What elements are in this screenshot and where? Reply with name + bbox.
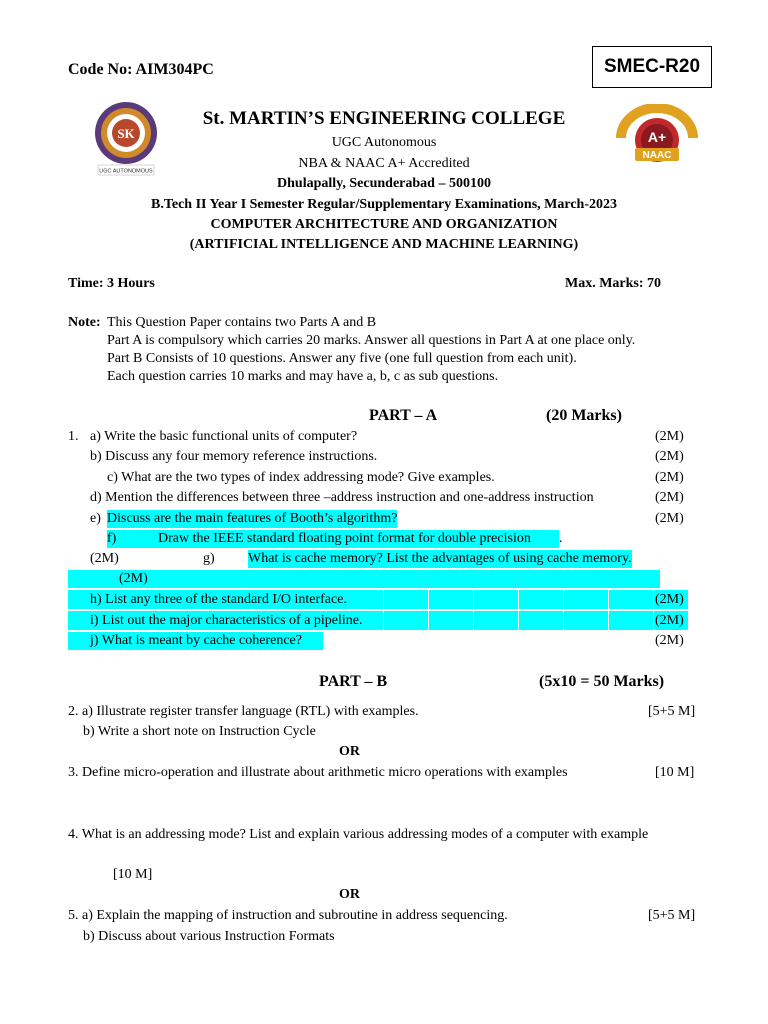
note-line-1: This Question Paper contains two Parts A and B (107, 315, 377, 330)
question-1i: i) List out the major characteristics of a pipeline. (90, 613, 363, 628)
question-3: 3. Define micro-operation and illustrate about arithmetic micro operations with examples (68, 765, 568, 780)
part-a-title: PART – A (369, 407, 438, 424)
accreditation: NBA & NAAC A+ Accredited (298, 156, 470, 171)
note-line-2: Part A is compulsory which carries 20 marks. Answer all questions in Part A at one place only. (107, 333, 636, 348)
marks-2a: [5+5 M] (648, 704, 696, 719)
max-marks: Max. Marks: 70 (565, 276, 662, 291)
marks-1h: (2M) (655, 592, 684, 607)
marks-1e: (2M) (655, 511, 684, 526)
question-1b: b) Discuss any four memory reference instructions. (90, 449, 378, 464)
or-separator-1: OR (339, 744, 360, 759)
marks-1g: (2M) (119, 571, 148, 586)
marks-1i: (2M) (655, 613, 684, 628)
question-number-1: 1. (68, 429, 79, 444)
marks-1a: (2M) (655, 429, 684, 444)
question-2b: b) Write a short note on Instruction Cycle (83, 724, 316, 739)
part-a-marks: (20 Marks) (546, 407, 622, 424)
left-logo-caption: UGC AUTONOMOUS (99, 168, 153, 175)
question-1a: a) Write the basic functional units of computer? (90, 429, 358, 444)
exam-time: Time: 3 Hours (68, 276, 155, 291)
marks-1f: (2M) (90, 551, 119, 566)
branch-title: (ARTIFICIAL INTELLIGENCE AND MACHINE LEARNING) (189, 237, 579, 252)
note-line-3: Part B Consists of 10 questions. Answer any five (one full question from each unit). (107, 351, 577, 366)
college-address: Dhulapally, Secunderabad – 500100 (277, 176, 491, 191)
question-1e: Discuss are the main features of Booth’s algorithm? (107, 511, 398, 526)
question-5b: b) Discuss about various Instruction Formats (83, 929, 335, 944)
note-line-4: Each question carries 10 marks and may have a, b, c as sub questions. (107, 369, 499, 384)
question-1f-label: f) (107, 531, 117, 546)
naac-grade: A+ (647, 129, 667, 145)
marks-1j: (2M) (655, 633, 684, 648)
marks-5a: [5+5 M] (648, 908, 696, 923)
question-1j: j) What is meant by cache coherence? (90, 633, 302, 648)
question-1g-marks-highlight (68, 570, 660, 588)
question-1f: Draw the IEEE standard floating point format for double precision (158, 531, 531, 546)
svg-text:SK: SK (117, 126, 135, 141)
marks-3: [10 M] (655, 765, 695, 780)
question-1e-label: e) (90, 511, 101, 526)
note-label: Note: (68, 315, 101, 330)
question-5a: 5. a) Explain the mapping of instruction and subroutine in address sequencing. (68, 908, 508, 923)
question-1c: c) What are the two types of index addressing mode? Give examples. (107, 470, 495, 485)
naac-label: NAAC (642, 150, 672, 161)
question-1g-label: g) (203, 551, 215, 566)
code-number: Code No: AIM304PC (68, 61, 214, 78)
marks-1c: (2M) (655, 470, 684, 485)
question-1f-period: . (559, 531, 563, 546)
question-2a: 2. a) Illustrate register transfer language (RTL) with examples. (68, 704, 419, 719)
ugc-autonomous: UGC Autonomous (331, 135, 437, 150)
or-separator-2: OR (339, 887, 360, 902)
marks-1b: (2M) (655, 449, 684, 464)
subject-title: COMPUTER ARCHITECTURE AND ORGANIZATION (210, 217, 558, 232)
exam-title: B.Tech II Year I Semester Regular/Supplementary Examinations, March-2023 (150, 197, 617, 212)
college-name: St. MARTIN’S ENGINEERING COLLEGE (202, 108, 566, 129)
question-4: 4. What is an addressing mode? List and explain various addressing modes of a computer with example (68, 827, 649, 842)
part-b-title: PART – B (319, 673, 388, 690)
question-1d: d) Mention the differences between three –address instruction and one-address instruction (90, 490, 594, 505)
question-1g: What is cache memory? List the advantages of using cache memory. (248, 551, 632, 566)
part-b-marks: (5x10 = 50 Marks) (539, 673, 665, 690)
marks-1d: (2M) (655, 490, 684, 505)
question-1h: h) List any three of the standard I/O interface. (90, 592, 347, 607)
marks-4: [10 M] (113, 867, 153, 882)
regulation-badge: SMEC-R20 (592, 46, 712, 88)
